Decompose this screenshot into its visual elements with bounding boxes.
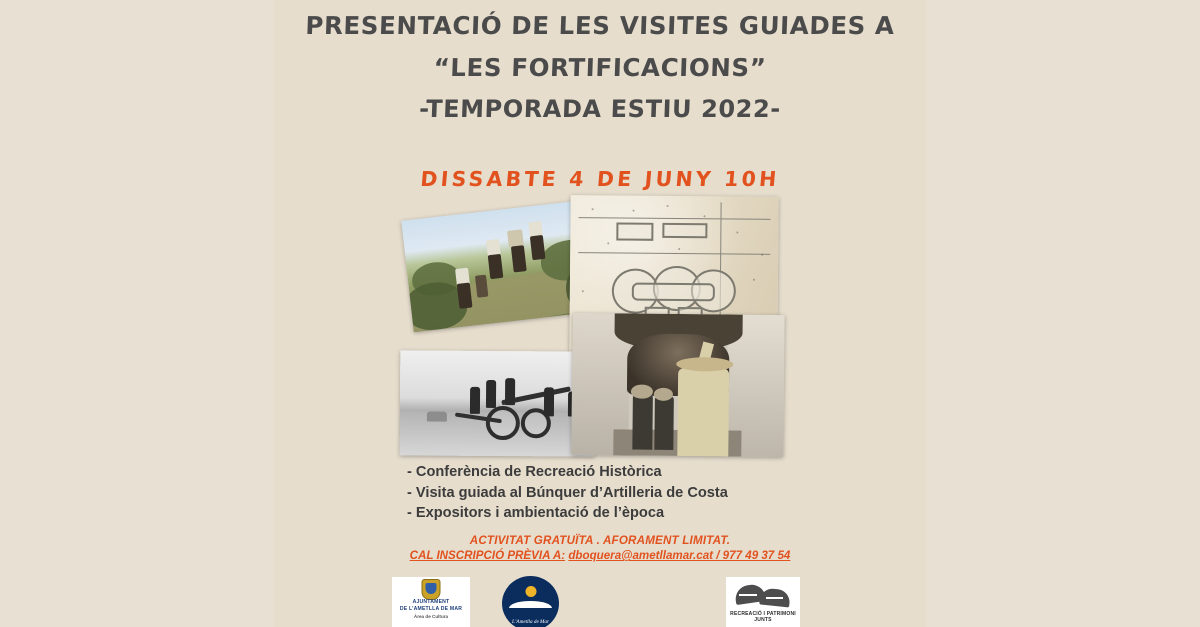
right-letterbox bbox=[926, 0, 1200, 627]
logo-recreacio-patrimoni-junts bbox=[726, 577, 800, 627]
photo-collage bbox=[274, 196, 926, 458]
coat-of-arms-icon bbox=[422, 579, 441, 600]
event-poster bbox=[274, 0, 926, 627]
bunker-slit-left bbox=[739, 594, 757, 596]
logo-ajuntament-ametlla-de-mar bbox=[392, 577, 470, 627]
program-item-2: - Visita guiada al Búnquer d’Artilleria de Costa bbox=[407, 484, 728, 501]
poster-title-line-1: PRESENTACIÓ DE LES VISITES GUIADES A bbox=[304, 11, 896, 40]
wave-icon bbox=[509, 601, 552, 608]
program-item-1: - Conferència de Recreació Històrica bbox=[407, 464, 662, 480]
logo-recreacio-caption: RECREACIÓ I PATRIMONI JUNTS bbox=[730, 611, 796, 623]
historic-cannon-photo bbox=[400, 350, 596, 456]
left-letterbox bbox=[0, 0, 274, 627]
registration-contact[interactable]: dboquera@ametllamar.cat / 977 49 37 54 bbox=[568, 549, 791, 562]
guide-inside-bunker-photo bbox=[571, 313, 784, 457]
registration-note bbox=[274, 549, 926, 562]
program-list bbox=[407, 462, 887, 524]
poster-title-block bbox=[274, 11, 926, 138]
poster-title-line-2: “LES FORTIFICACIONS” bbox=[433, 52, 767, 82]
logo-row bbox=[274, 577, 926, 627]
logo-ametlla-caption: L’Ametlla de Mar bbox=[512, 619, 549, 625]
logo-ajuntament-line-2: DE L’AMETLLA DE MAR bbox=[399, 606, 463, 612]
program-item-3: - Expositors i ambientació de l’època bbox=[407, 505, 665, 521]
bunker-slit-right bbox=[766, 597, 783, 599]
sun-icon bbox=[525, 586, 536, 597]
poster-title-line-3: -TEMPORADA ESTIU 2022- bbox=[418, 95, 782, 123]
free-activity-note: ACTIVITAT GRATUÏTA . AFORAMENT LIMITAT. bbox=[469, 534, 731, 547]
logo-ametlla-de-mar-tourism bbox=[502, 576, 559, 627]
registration-label: CAL INSCRIPCIÓ PRÈVIA A: bbox=[409, 549, 566, 562]
logo-ajuntament-line-3: Àrea de Cultura bbox=[413, 614, 449, 619]
logo-ajuntament-line-1: AJUNTAMENT bbox=[412, 599, 450, 605]
event-date: DISSABTE 4 DE JUNY 10H bbox=[419, 167, 781, 191]
